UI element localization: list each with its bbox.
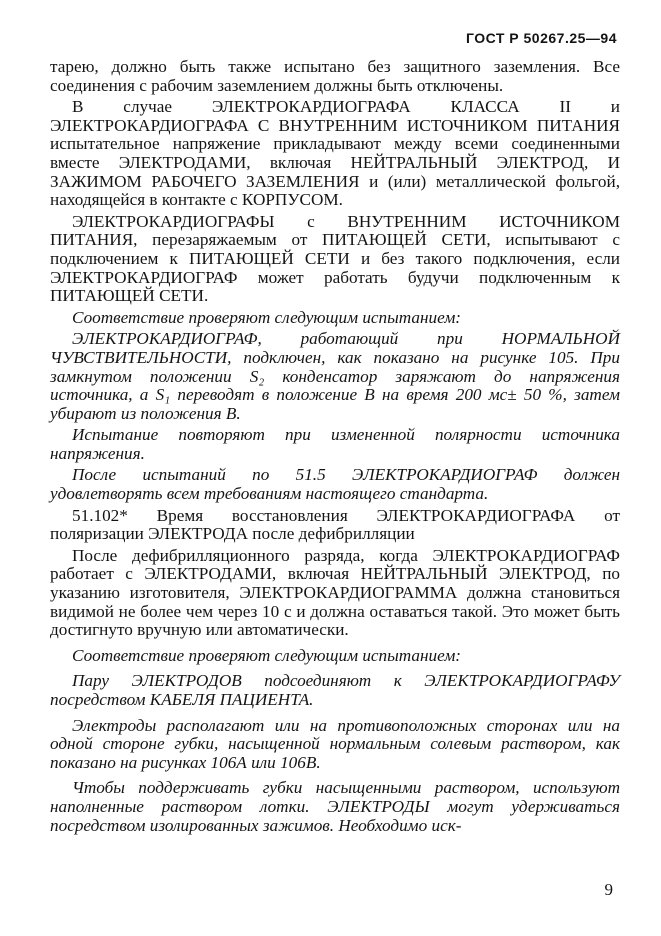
paragraph: ЭЛЕКТРОКАРДИОГРАФ, работающий при НОРМАЛЬНОЙ ЧУВСТВИТЕЛЬНОСТИ, подключен, как показано на рисунке 105. При замкнутом положении S₂ конденсатор заряжают до напряжения источника, а S₁ переводят в положение В на время 200 мс± 50 %, затем убирают из положения В.	[50, 329, 620, 423]
paragraph: Испытание повторяют при измененной полярности источника напряжения.	[50, 425, 620, 463]
section-heading: 51.102* Время восстановления ЭЛЕКТРОКАРДИОГРАФА от поляризации ЭЛЕКТРОДА после дефибрилляции	[50, 505, 620, 544]
paragraph: тарею, должно быть также испытано без защитного заземления. Все соединения с рабочим заземлением должны быть отключены.	[50, 57, 620, 95]
document-body	[50, 58, 620, 838]
paragraph: После дефибрилляционного разряда, когда ЭЛЕКТРОКАРДИОГРАФ работает с ЭЛЕКТРОДАМИ, включая НЕЙТРАЛЬНЫЙ ЭЛЕКТРОД, по указанию изготовителя, ЭЛЕКТРОКАРДИОГРАММА должна становиться видимой не более чем через 10 с и должна оставаться такой. Это может быть достигнуто вручную или автоматически.	[50, 545, 620, 640]
standard-header: ГОСТ Р 50267.25—94	[465, 30, 617, 46]
paragraph: Соответствие проверяют следующим испытанием:	[72, 645, 462, 665]
paragraph: ЭЛЕКТРОКАРДИОГРАФЫ с ВНУТРЕННИМ ИСТОЧНИКОМ ПИТАНИЯ, перезаряжаемым от ПИТАЮЩЕЙ СЕТИ, испытывают с подключением к ПИТАЮЩЕЙ СЕТИ и без такого подключения, если ЭЛЕКТРОКАРДИОГРАФ может работать будучи подключенным к ПИТАЮЩЕЙ СЕТИ.	[50, 211, 620, 306]
paragraph: Электроды располагают или на противоположных сторонах или на одной стороне губки, насыщенной нормальным солевым раствором, как показано на рисунках 106А или 106В.	[50, 715, 620, 772]
paragraph: Соответствие проверяют следующим испытанием:	[72, 307, 462, 327]
paragraph: В случае ЭЛЕКТРОКАРДИОГРАФА КЛАССА II и ЭЛЕКТРОКАРДИОГРАФА С ВНУТРЕННИМ ИСТОЧНИКОМ ПИТАНИЯ испытательное напряжение прикладывают между всеми соединенными вместе ЭЛЕКТРОДАМИ, включая НЕЙТРАЛЬНЫЙ ЭЛЕКТРОД, И ЗАЖИМОМ РАБОЧЕГО ЗАЗЕМЛЕНИЯ и (или) металлической фольгой, находящейся в контакте с КОРПУСОМ.	[50, 97, 620, 210]
paragraph: Чтобы поддерживать губки насыщенными раствором, используют наполненные раствором лотки. ЭЛЕКТРОДЫ могут удерживаться посредством изолированных зажимов. Необходимо иск-	[50, 778, 620, 835]
page-number: 9	[604, 880, 613, 899]
paragraph: После испытаний по 51.5 ЭЛЕКТРОКАРДИОГРАФ должен удовлетворять всем требованиям настоящего стандарта.	[50, 465, 620, 504]
paragraph: Пару ЭЛЕКТРОДОВ подсоединяют к ЭЛЕКТРОКАРДИОГРАФУ посредством КАБЕЛЯ ПАЦИЕНТА.	[50, 671, 620, 709]
